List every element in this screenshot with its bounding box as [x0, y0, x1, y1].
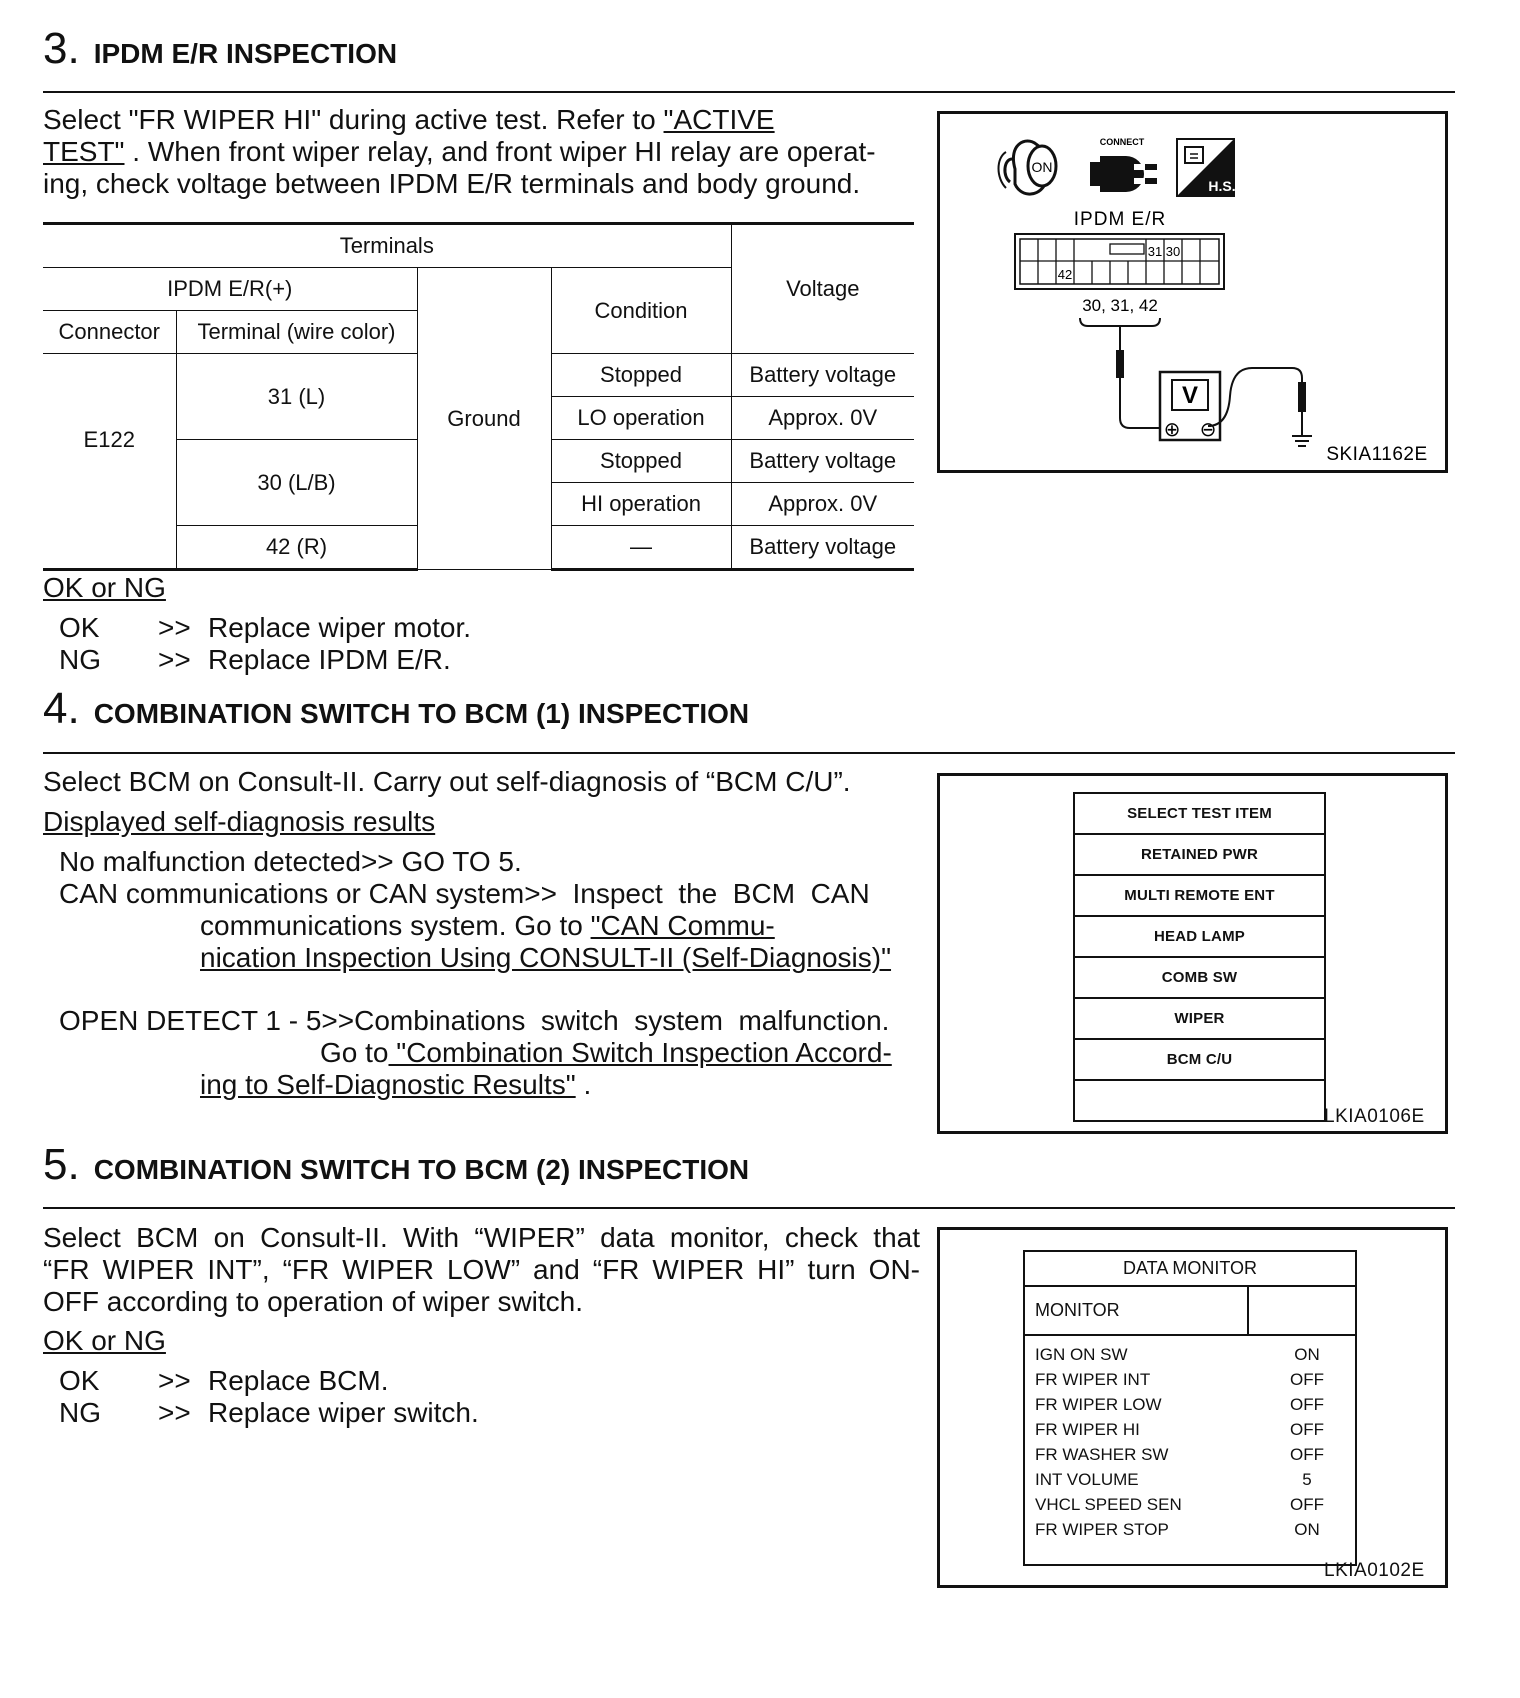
cell-terminal: 42 (R) — [176, 526, 417, 570]
menu-title: SELECT TEST ITEM — [1075, 794, 1324, 835]
step3-ok-label: OK — [59, 612, 100, 643]
step5-heading — [43, 1140, 749, 1190]
data-monitor-header — [1025, 1287, 1355, 1336]
step4-result-2b — [200, 910, 775, 942]
menu-item-retained-pwr[interactable]: RETAINED PWR — [1075, 835, 1324, 876]
step4-result-3b — [320, 1037, 892, 1069]
monitor-item-name: VHCL SPEED SEN — [1035, 1495, 1182, 1514]
pin-30-label: 30 — [1165, 244, 1181, 259]
plus-terminal: ⊕ — [1163, 417, 1181, 441]
step3-ok-ng: OK or NG — [43, 572, 166, 603]
step3-rule — [43, 91, 1455, 93]
step5-ok-label: OK — [59, 1365, 100, 1396]
monitor-item-value: ON — [1294, 1520, 1320, 1539]
step4-results-label: Displayed self-diagnosis results — [43, 806, 436, 837]
th-voltage: Voltage — [731, 224, 914, 354]
step4-result-3: OPEN DETECT 1 - 5>>Combinations switch system malfunction. — [59, 1005, 890, 1036]
menu-item-comb-sw[interactable]: COMB SW — [1075, 958, 1324, 999]
menu-item-multi-remote-ent[interactable]: MULTI REMOTE ENT — [1075, 876, 1324, 917]
active-test-link[interactable]: "ACTIVE — [663, 104, 775, 135]
step3-ng-arrow: >> — [158, 644, 191, 675]
step4-result-1: No malfunction detected>> GO TO 5. — [59, 846, 522, 877]
menu-item-empty — [1075, 1081, 1324, 1120]
step5-number: 5. — [43, 1140, 80, 1189]
monitor-item-value: OFF — [1290, 1395, 1324, 1414]
step5-intro — [43, 1222, 920, 1318]
cell-connector: E122 — [43, 354, 176, 526]
data-monitor-panel — [1023, 1250, 1357, 1566]
step5-ok-ng: OK or NG — [43, 1325, 166, 1356]
step5-title: COMBINATION SWITCH TO BCM (2) INSPECTION — [93, 1154, 750, 1185]
fig-id-lkia0106e: LKIA0106E — [1324, 1106, 1425, 1127]
cell-voltage: Approx. 0V — [731, 397, 914, 440]
step3-ok-text: Replace wiper motor. — [208, 612, 472, 643]
step4-result-3b-text: Go to — [320, 1037, 389, 1068]
th-ipdm: IPDM E/R(+) — [43, 268, 417, 311]
step5-intro-1: Select BCM on Consult-II. With “WIPER” data monitor, check that — [43, 1222, 920, 1253]
step4-number: 4. — [43, 684, 80, 733]
cell-condition: LO operation — [551, 397, 731, 440]
step3-intro-text-2: . When front wiper relay, and front wiper HI relay are operat- — [124, 136, 876, 167]
monitor-row — [1025, 1392, 1355, 1417]
ipdm-connector — [1015, 234, 1224, 289]
monitor-item-name: FR WASHER SW — [1035, 1445, 1169, 1464]
fig-id-lkia0102e: LKIA0102E — [1324, 1560, 1425, 1581]
data-monitor-list — [1025, 1336, 1355, 1542]
th-terminals: Terminals — [43, 224, 731, 268]
monitor-item-name: FR WIPER STOP — [1035, 1520, 1169, 1539]
step3-ng-text: Replace IPDM E/R. — [208, 644, 451, 675]
step4-heading — [43, 684, 749, 734]
step3-ng-label: NG — [59, 644, 101, 675]
fig-id-skia1162e: SKIA1162E — [1326, 444, 1428, 465]
ipdm-label: IPDM E/R — [1073, 209, 1167, 230]
combination-switch-link-cont[interactable]: ing to Self-Diagnostic Results" — [200, 1069, 576, 1100]
step4-title: COMBINATION SWITCH TO BCM (1) INSPECTION — [93, 698, 750, 729]
menu-item-head-lamp[interactable]: HEAD LAMP — [1075, 917, 1324, 958]
menu-item-wiper[interactable]: WIPER — [1075, 999, 1324, 1040]
on-label: ON — [1031, 159, 1053, 175]
can-inspection-link[interactable]: "CAN Commu- — [590, 910, 775, 941]
monitor-item-name: FR WIPER LOW — [1035, 1395, 1162, 1414]
cell-voltage: Approx. 0V — [731, 483, 914, 526]
monitor-header-label: MONITOR — [1035, 1300, 1120, 1320]
step4-intro: Select BCM on Consult-II. Carry out self-diagnosis of “BCM C/U”. — [43, 766, 851, 797]
step3-intro-text-3: ing, check voltage between IPDM E/R terminals and body ground. — [43, 168, 861, 199]
hs-label: H.S. — [1208, 178, 1236, 194]
ipdm-figure-svg — [940, 114, 1445, 470]
cell-voltage: Battery voltage — [731, 354, 914, 397]
monitor-row — [1025, 1417, 1355, 1442]
can-inspection-link-cont[interactable]: nication Inspection Using CONSULT-II (Self-Diagnosis)" — [200, 942, 892, 973]
cell-condition: Stopped — [551, 440, 731, 483]
th-condition: Condition — [551, 268, 731, 354]
pin-42-label: 42 — [1057, 267, 1073, 282]
th-terminal: Terminal (wire color) — [176, 311, 417, 354]
step3-intro-text: Select "FR WIPER HI" during active test. Refer to — [43, 104, 664, 135]
cell-voltage: Battery voltage — [731, 526, 914, 570]
monitor-row — [1025, 1492, 1355, 1517]
monitor-item-name: FR WIPER HI — [1035, 1420, 1140, 1439]
monitor-row — [1025, 1442, 1355, 1467]
step4-result-3c — [200, 1069, 591, 1101]
cell-voltage: Battery voltage — [731, 440, 914, 483]
cell-condition: HI operation — [551, 483, 731, 526]
data-monitor-title: DATA MONITOR — [1025, 1252, 1355, 1287]
meter-label: V — [1181, 382, 1199, 409]
terminal-voltage-table — [43, 222, 914, 571]
cell-condition: — — [551, 526, 731, 570]
cell-condition: Stopped — [551, 354, 731, 397]
cell-connector-empty — [43, 526, 176, 570]
cell-ground: Ground — [417, 268, 551, 570]
monitor-item-value: OFF — [1290, 1370, 1324, 1389]
step3-number: 3. — [43, 24, 80, 73]
monitor-item-value: OFF — [1290, 1495, 1324, 1514]
step4-result-2: CAN communications or CAN system>> Inspect the BCM CAN — [59, 878, 870, 909]
step4-rule — [43, 752, 1455, 754]
step4-result-3c-tail: . — [575, 1069, 592, 1100]
connect-label: CONNECT — [1099, 137, 1145, 147]
select-test-item-menu — [1073, 792, 1326, 1122]
pins-label: 30, 31, 42 — [1082, 296, 1158, 315]
step3-ok-arrow: >> — [158, 612, 191, 643]
step3-intro — [43, 104, 920, 200]
ground-icon — [1292, 436, 1312, 446]
step5-ok-arrow: >> — [158, 1365, 191, 1396]
cell-terminal: 31 (L) — [176, 354, 417, 440]
step5-rule — [43, 1207, 1455, 1209]
monitor-row — [1025, 1467, 1355, 1492]
step3-title: IPDM E/R INSPECTION — [93, 38, 398, 69]
combination-switch-link[interactable]: "Combination Switch Inspection Accord- — [388, 1037, 892, 1068]
ipdm-voltage-figure — [937, 111, 1448, 473]
connect-icon — [1090, 137, 1157, 192]
step5-intro-2: “FR WIPER INT”, “FR WIPER LOW” and “FR WIPER HI” turn ON- — [43, 1254, 920, 1285]
step5-ng-text: Replace wiper switch. — [208, 1397, 479, 1428]
monitor-header-divider — [1247, 1287, 1249, 1334]
monitor-row — [1025, 1517, 1355, 1542]
menu-item-bcm-cu[interactable]: BCM C/U — [1075, 1040, 1324, 1081]
step3-heading — [43, 24, 397, 74]
step5-ok-text: Replace BCM. — [208, 1365, 389, 1396]
monitor-item-value: 5 — [1302, 1470, 1312, 1489]
monitor-item-name: INT VOLUME — [1035, 1470, 1139, 1489]
monitor-item-value: OFF — [1290, 1445, 1324, 1464]
pin-31-label: 31 — [1147, 244, 1163, 259]
minus-terminal: ⊖ — [1199, 417, 1217, 441]
ignition-on-icon — [999, 141, 1057, 194]
step5-ng-label: NG — [59, 1397, 101, 1428]
monitor-row — [1025, 1367, 1355, 1392]
step4-result-2b-text: communications system. Go to — [200, 910, 591, 941]
monitor-item-name: IGN ON SW — [1035, 1345, 1128, 1364]
step5-intro-3: OFF according to operation of wiper switch. — [43, 1286, 584, 1317]
monitor-item-value: ON — [1294, 1345, 1320, 1364]
monitor-row — [1025, 1342, 1355, 1367]
harness-hs-icon — [1177, 139, 1236, 196]
monitor-item-value: OFF — [1290, 1420, 1324, 1439]
monitor-item-name: FR WIPER INT — [1035, 1370, 1151, 1389]
cell-terminal: 30 (L/B) — [176, 440, 417, 526]
active-test-link-cont[interactable]: TEST" — [43, 136, 125, 167]
step5-ng-arrow: >> — [158, 1397, 191, 1428]
th-connector: Connector — [43, 311, 176, 354]
voltmeter-icon — [1160, 372, 1220, 441]
